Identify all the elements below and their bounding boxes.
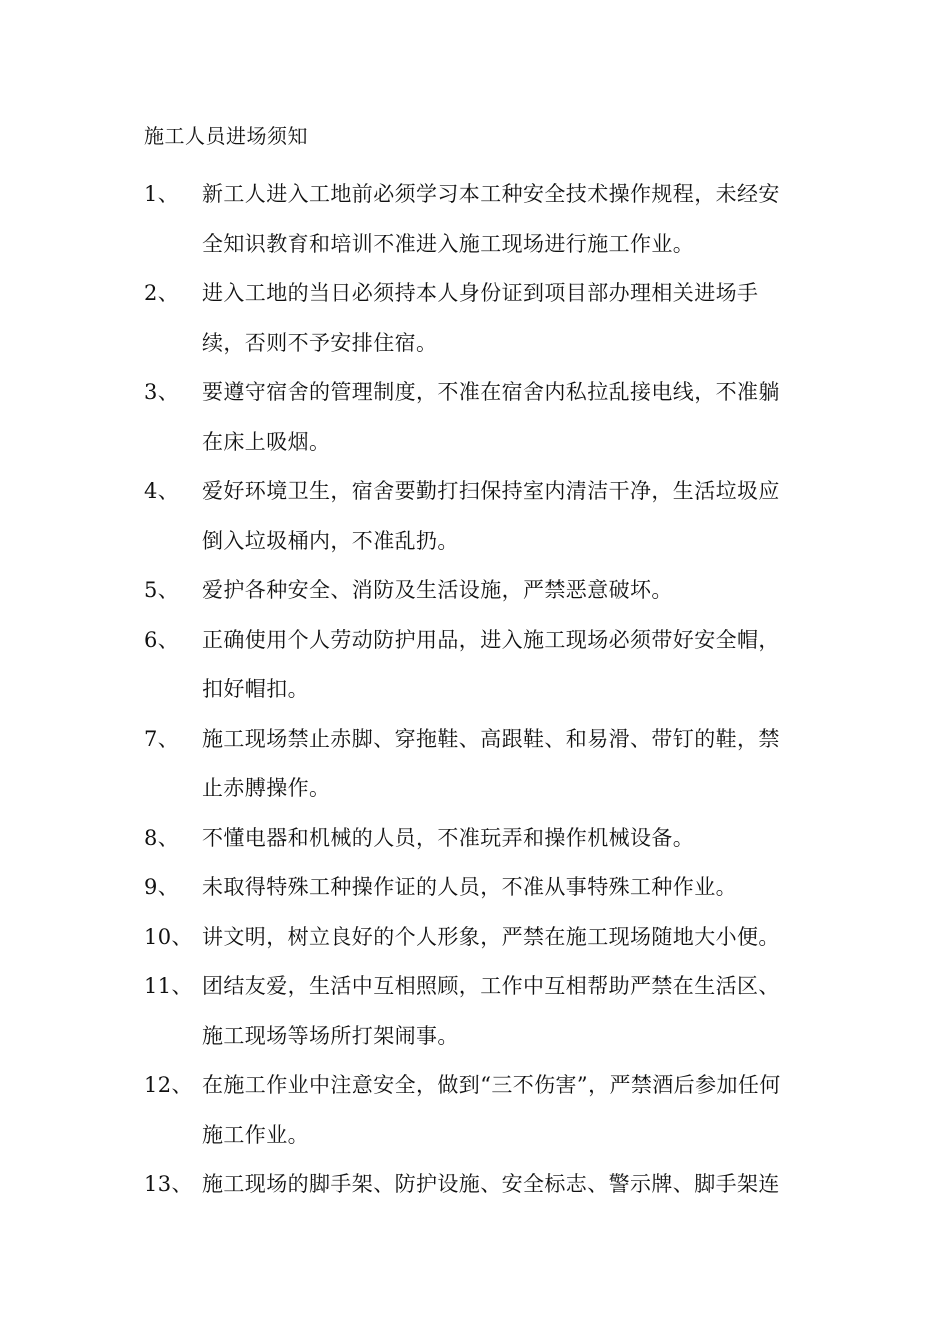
rule-number: 2、 — [144, 281, 180, 305]
rule-number: 5、 — [144, 578, 180, 602]
rule-text-line: 讲文明，树立良好的个人形象，严禁在施工现场随地大小便。 — [202, 924, 780, 949]
rule-item — [144, 566, 824, 616]
rule-item — [144, 616, 824, 715]
rule-item — [144, 913, 824, 963]
rule-text-line: 不懂电器和机械的人员，不准玩弄和操作机械设备。 — [202, 825, 695, 850]
rule-number: 12、 — [144, 1073, 193, 1097]
rule-item — [144, 1160, 824, 1210]
rule-text-line: 在床上吸烟。 — [202, 429, 331, 454]
rule-text-line: 施工现场等场所打架闹事。 — [202, 1023, 459, 1048]
rule-item — [144, 962, 824, 1061]
rule-number: 7、 — [144, 726, 180, 751]
rule-text-line: 进入工地的当日必须持本人身份证到项目部办理相关进场手 — [202, 281, 759, 305]
rule-text-line: 正确使用个人劳动防护用品，进入施工现场必须带好安全帽， — [202, 627, 780, 652]
rule-number: 6、 — [144, 627, 180, 652]
rule-item — [144, 368, 824, 467]
rule-text-line: 要遵守宿舍的管理制度，不准在宿舍内私拉乱接电线，不准躺 — [202, 380, 780, 404]
rule-text-line: 全知识教育和培训不准进入施工现场进行施工作业。 — [202, 231, 695, 256]
rule-text-line: 未取得特殊工种操作证的人员，不准从事特殊工种作业。 — [202, 875, 737, 899]
rule-item — [144, 715, 824, 814]
rule-item — [144, 863, 824, 913]
rule-text-line: 施工现场的脚手架、防护设施、安全标志、警示牌、脚手架连 — [202, 1172, 780, 1196]
rule-text-line: 爱好环境卫生，宿舍要勤打扫保持室内清洁干净，生活垃圾应 — [202, 479, 780, 503]
rule-item — [144, 1061, 824, 1160]
rule-number: 10、 — [144, 924, 193, 949]
rule-number: 3、 — [144, 380, 180, 404]
rules-list — [144, 170, 824, 1210]
document-title: 施工人员进场须知 — [144, 124, 308, 148]
rule-number: 1、 — [144, 182, 180, 206]
rule-text-line: 在施工作业中注意安全，做到“三不伤害”，严禁酒后参加任何 — [202, 1073, 781, 1097]
rule-text-line: 倒入垃圾桶内，不准乱扔。 — [202, 528, 459, 553]
rule-number: 13、 — [144, 1172, 193, 1196]
rule-item — [144, 170, 824, 269]
rule-text-line: 扣好帽扣。 — [202, 677, 309, 701]
rule-text-line: 施工现场禁止赤脚、穿拖鞋、高跟鞋、和易滑、带钉的鞋，禁 — [202, 726, 780, 751]
rule-number: 9、 — [144, 875, 180, 899]
rule-item — [144, 467, 824, 566]
rule-item — [144, 269, 824, 368]
rule-number: 11、 — [144, 974, 193, 998]
rule-number: 4、 — [144, 479, 180, 503]
rule-text-line: 新工人进入工地前必须学习本工种安全技术操作规程，未经安 — [202, 182, 780, 206]
rule-text-line: 团结友爱，生活中互相照顾，工作中互相帮助严禁在生活区、 — [202, 974, 780, 998]
rule-item — [144, 814, 824, 864]
rule-number: 8、 — [144, 825, 180, 850]
rule-text-line: 爱护各种安全、消防及生活设施，严禁恶意破坏。 — [202, 578, 673, 602]
rule-text-line: 施工作业。 — [202, 1122, 309, 1147]
rule-text-line: 止赤膊操作。 — [202, 776, 331, 800]
rule-text-line: 续，否则不予安排住宿。 — [202, 330, 438, 355]
